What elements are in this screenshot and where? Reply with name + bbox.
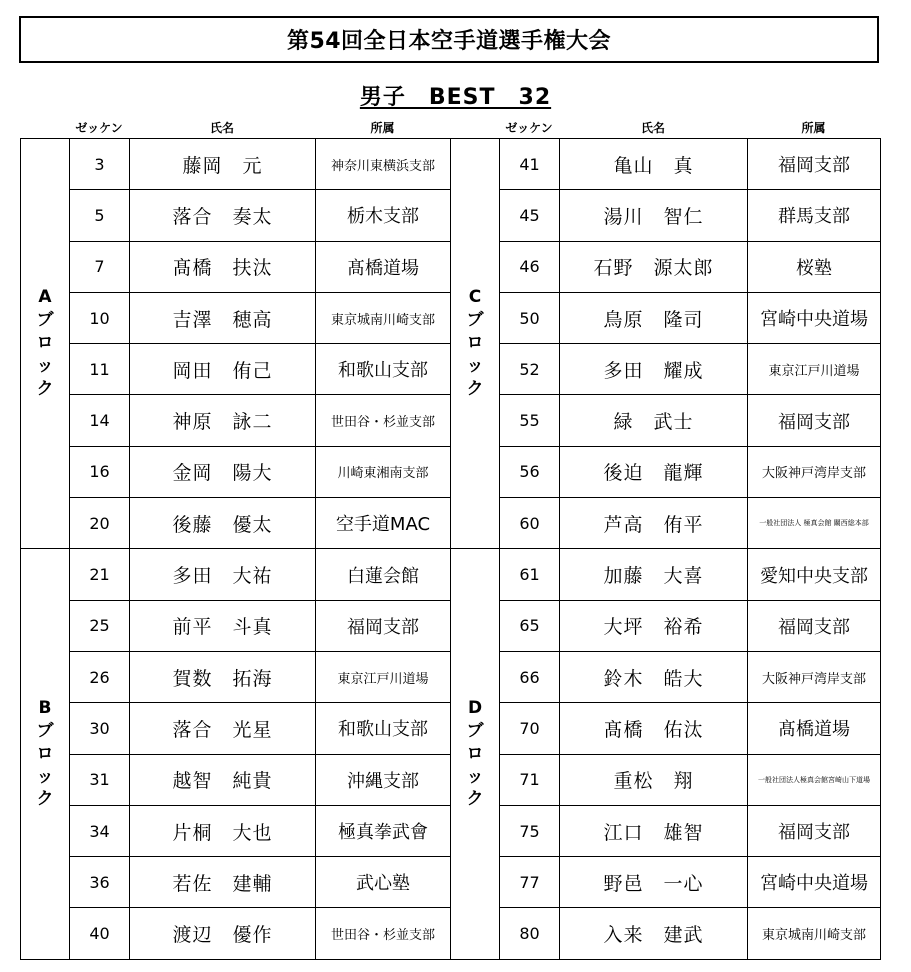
affiliation: 東京江戸川道場: [316, 651, 451, 702]
division-title: 男子 BEST 32: [359, 85, 552, 110]
athlete-name: 髙橋 佑汰: [560, 703, 748, 754]
affiliation: 和歌山支部: [316, 703, 451, 754]
athlete-name: 亀山 真: [560, 139, 748, 190]
bib-number: 16: [70, 446, 130, 497]
athlete-name: 金岡 陽大: [130, 446, 316, 497]
bib-number: 60: [500, 498, 560, 549]
bib-number: 66: [500, 651, 560, 702]
affiliation: 宮崎中央道場: [748, 857, 881, 908]
block-label-text: Dブロック: [466, 697, 484, 810]
athlete-name: 賀数 拓海: [130, 651, 316, 702]
affiliation: 武心塾: [316, 857, 451, 908]
athlete-name: 越智 純貴: [130, 754, 316, 805]
affiliation: 髙橋道場: [316, 241, 451, 292]
block-label-text: Aブロック: [36, 287, 54, 400]
block-label: [21, 549, 70, 959]
table-row: [21, 549, 881, 600]
bib-number: 50: [500, 292, 560, 343]
affiliation: 桜塾: [748, 241, 881, 292]
athlete-name: 髙橋 扶汰: [130, 241, 316, 292]
athlete-name: 加藤 大喜: [560, 549, 748, 600]
affiliation: 一般社団法人極真会館宮崎山下道場: [748, 754, 881, 805]
bib-number: 30: [70, 703, 130, 754]
bib-number: 5: [70, 190, 130, 241]
bib-number: 36: [70, 857, 130, 908]
affiliation: 福岡支部: [748, 139, 881, 190]
bib-number: 31: [70, 754, 130, 805]
bib-number: 26: [70, 651, 130, 702]
affiliation: 髙橋道場: [748, 703, 881, 754]
athlete-name: 芦高 侑平: [560, 498, 748, 549]
affiliation: 一般社団法人 極真会館 關西総本部: [748, 498, 881, 549]
affiliation: 愛知中央支部: [748, 549, 881, 600]
athlete-name: 野邑 一心: [560, 857, 748, 908]
athlete-name: 落合 光星: [130, 703, 316, 754]
affiliation: 沖縄支部: [316, 754, 451, 805]
header-bib-left: ゼッケン: [75, 121, 123, 135]
table-row: [21, 139, 881, 190]
bib-number: 71: [500, 754, 560, 805]
athlete-name: 吉澤 穂高: [130, 292, 316, 343]
athlete-name: 湯川 智仁: [560, 190, 748, 241]
athlete-name: 緑 武士: [560, 395, 748, 446]
tournament-title: 第54回全日本空手道選手権大会: [19, 16, 879, 63]
bib-number: 40: [70, 908, 130, 959]
affiliation: 福岡支部: [316, 600, 451, 651]
bib-number: 7: [70, 241, 130, 292]
affiliation: 東京城南川崎支部: [316, 292, 451, 343]
bib-number: 41: [500, 139, 560, 190]
affiliation: 和歌山支部: [316, 344, 451, 395]
block-label: [21, 139, 70, 549]
bib-number: 20: [70, 498, 130, 549]
athlete-name: 後迫 龍輝: [560, 446, 748, 497]
athlete-name: 若佐 建輔: [130, 857, 316, 908]
bib-number: 52: [500, 344, 560, 395]
block-label-text: Cブロック: [466, 287, 484, 400]
bib-number: 65: [500, 600, 560, 651]
header-bib-right: ゼッケン: [505, 121, 553, 135]
affiliation: 大阪神戸湾岸支部: [748, 446, 881, 497]
affiliation: 福岡支部: [748, 805, 881, 856]
affiliation: 栃木支部: [316, 190, 451, 241]
bib-number: 10: [70, 292, 130, 343]
bib-number: 34: [70, 805, 130, 856]
athlete-name: 多田 耀成: [560, 344, 748, 395]
bib-number: 45: [500, 190, 560, 241]
affiliation: 白蓮会館: [316, 549, 451, 600]
bib-number: 46: [500, 241, 560, 292]
athlete-name: 鈴木 皓大: [560, 651, 748, 702]
athlete-name: 入来 建武: [560, 908, 748, 959]
affiliation: 空手道MAC: [316, 498, 451, 549]
athlete-name: 重松 翔: [560, 754, 748, 805]
bib-number: 11: [70, 344, 130, 395]
athlete-name: 落合 奏太: [130, 190, 316, 241]
athlete-name: 神原 詠二: [130, 395, 316, 446]
athlete-name: 藤岡 元: [130, 139, 316, 190]
athlete-name: 石野 源太郎: [560, 241, 748, 292]
bib-number: 14: [70, 395, 130, 446]
athlete-name: 大坪 裕希: [560, 600, 748, 651]
bib-number: 25: [70, 600, 130, 651]
header-name-right: 氏名: [640, 121, 665, 135]
athlete-name: 江口 雄智: [560, 805, 748, 856]
athlete-name: 渡辺 優作: [130, 908, 316, 959]
bib-number: 56: [500, 446, 560, 497]
bib-number: 70: [500, 703, 560, 754]
bib-number: 21: [70, 549, 130, 600]
header-name-left: 氏名: [209, 121, 234, 135]
affiliation: 極真拳武會: [316, 805, 451, 856]
athlete-name: 多田 大祐: [130, 549, 316, 600]
athlete-name: 片桐 大也: [130, 805, 316, 856]
affiliation: 東京城南川崎支部: [748, 908, 881, 959]
header-affiliation-left: 所属: [370, 121, 395, 135]
affiliation: 宮崎中央道場: [748, 292, 881, 343]
bib-number: 55: [500, 395, 560, 446]
bib-number: 3: [70, 139, 130, 190]
header-affiliation-right: 所属: [801, 121, 826, 135]
bracket-table: [20, 138, 881, 960]
bib-number: 61: [500, 549, 560, 600]
affiliation: 福岡支部: [748, 600, 881, 651]
affiliation: 福岡支部: [748, 395, 881, 446]
athlete-name: 前平 斗真: [130, 600, 316, 651]
affiliation: 世田谷・杉並支部: [316, 908, 451, 959]
athlete-name: 鳥原 隆司: [560, 292, 748, 343]
affiliation: 東京江戸川道場: [748, 344, 881, 395]
affiliation: 川崎東湘南支部: [316, 446, 451, 497]
affiliation: 神奈川東横浜支部: [316, 139, 451, 190]
bib-number: 80: [500, 908, 560, 959]
affiliation: 大阪神戸湾岸支部: [748, 651, 881, 702]
bib-number: 75: [500, 805, 560, 856]
block-label: [451, 139, 500, 549]
athlete-name: 後藤 優太: [130, 498, 316, 549]
affiliation: 世田谷・杉並支部: [316, 395, 451, 446]
block-label: [451, 549, 500, 959]
block-label-text: Bブロック: [36, 697, 54, 810]
athlete-name: 岡田 侑己: [130, 344, 316, 395]
bib-number: 77: [500, 857, 560, 908]
affiliation: 群馬支部: [748, 190, 881, 241]
